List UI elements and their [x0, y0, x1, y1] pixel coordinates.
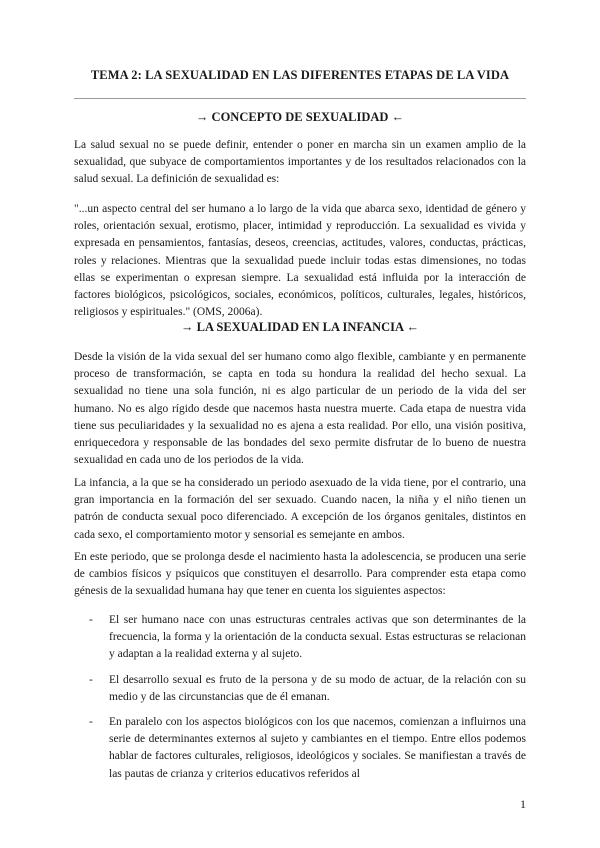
- list-item: [74, 672, 526, 706]
- list-item: [74, 612, 526, 664]
- section-heading-concepto: → CONCEPTO DE SEXUALIDAD ←: [195, 110, 405, 124]
- dash-bullet: -: [89, 716, 93, 729]
- aspects-list: [74, 612, 526, 783]
- list-item-text: El desarrollo sexual es fruto de la persona y de su modo de actuar, de la relación con su medio y de las circunstancias que de él emanan.: [109, 673, 526, 703]
- paragraph-periodo-desarrollo: En este periodo, que se prolonga desde el nacimiento hasta la adolescencia, se producen una serie de cambios físicos y psíquicos que constituyen el desarrollo. Para comprender esta etapa como génesis de la sexualidad humana hay que tener en cuenta los siguientes aspectos:: [74, 551, 526, 598]
- title-divider: [74, 98, 526, 99]
- dash-bullet: -: [89, 673, 93, 686]
- list-item: [74, 714, 526, 783]
- paragraph-vision-vida-sexual: Desde la visión de la vida sexual del ser humano como algo flexible, cambiante y en permanente proceso de transformación, se capta en toda su hondura la realidad del hecho sexual. La sexualidad no tiene una sola función, ni es algo particular de un periodo de la vida del ser humano. No es algo rígido desde que nacemos hasta nuestra muerte. Cada etapa de nuestra vida tiene sus peculiaridades y la sexualidad no es ajena a esta realidad. Por ello, una visión positiva, enriquecedora y responsable de las bondades del sexo permite disfrutar de lo bueno de nuestra sexualidad en cada uno de los periodos de la vida.: [74, 351, 526, 467]
- paragraph-definicion-intro: La salud sexual no se puede definir, entender o poner en marcha sin un examen amplio de la sexualidad, que subyace de comportamientos importantes y de los resultados relacionados con la salud sexual. La definición de sexualidad es:: [74, 139, 526, 186]
- document-title: TEMA 2: LA SEXUALIDAD EN LAS DIFERENTES ETAPAS DE LA VIDA: [90, 68, 510, 82]
- paragraph-infancia: La infancia, a la que se ha considerado un periodo asexuado de la vida tiene, por el contrario, una gran importancia en la formación del ser sexuado. Cuando nacen, la niña y el niño tienen un patrón de conducta sexual poco diferenciado. A excepción de los órganos genitales, distintos en cada sexo, el comportamiento motor y sensorial es semejante en ambos.: [74, 477, 526, 541]
- paragraph-definicion-oms: "...un aspecto central del ser humano a lo largo de la vida que abarca sexo, identidad de género y roles, orientación sexual, erotismo, placer, intimidad y reproducción. La sexualidad es vivida y expresada en pensamientos, fantasías, deseos, creencias, actitudes, valores, conductas, prácticas, roles y relaciones. Mientras que la sexualidad puede incluir todas estas dimensiones, no todas ellas se experimentan o expresan siempre. La sexualidad está influida por la interacción de factores biológicos, psicológicos, sociales, económicos, políticos, culturales, legales, históricos, religiosos y espirituales." (OMS, 2006a).: [74, 203, 526, 319]
- list-item-text: El ser humano nace con unas estructuras centrales activas que son determinantes de la frecuencia, la forma y la orientación de la conducta sexual. Estas estructuras se relacionan y adaptan a la realidad externa y al sujeto.: [109, 614, 526, 661]
- page-number: 1: [520, 797, 526, 811]
- list-item-text: En paralelo con los aspectos biológicos con los que nacemos, comienzan a influirnos una serie de determinantes externos al sujeto y cambiantes en el tiempo. Entre ellos podemos hablar de factores culturales, religiosos, ideológicos y sociales. Se manifiestan a través de las pautas de crianza y criterios educativos referidos al: [109, 716, 526, 780]
- section-heading-infancia: → LA SEXUALIDAD EN LA INFANCIA ←: [180, 320, 419, 334]
- dash-bullet: -: [89, 614, 93, 626]
